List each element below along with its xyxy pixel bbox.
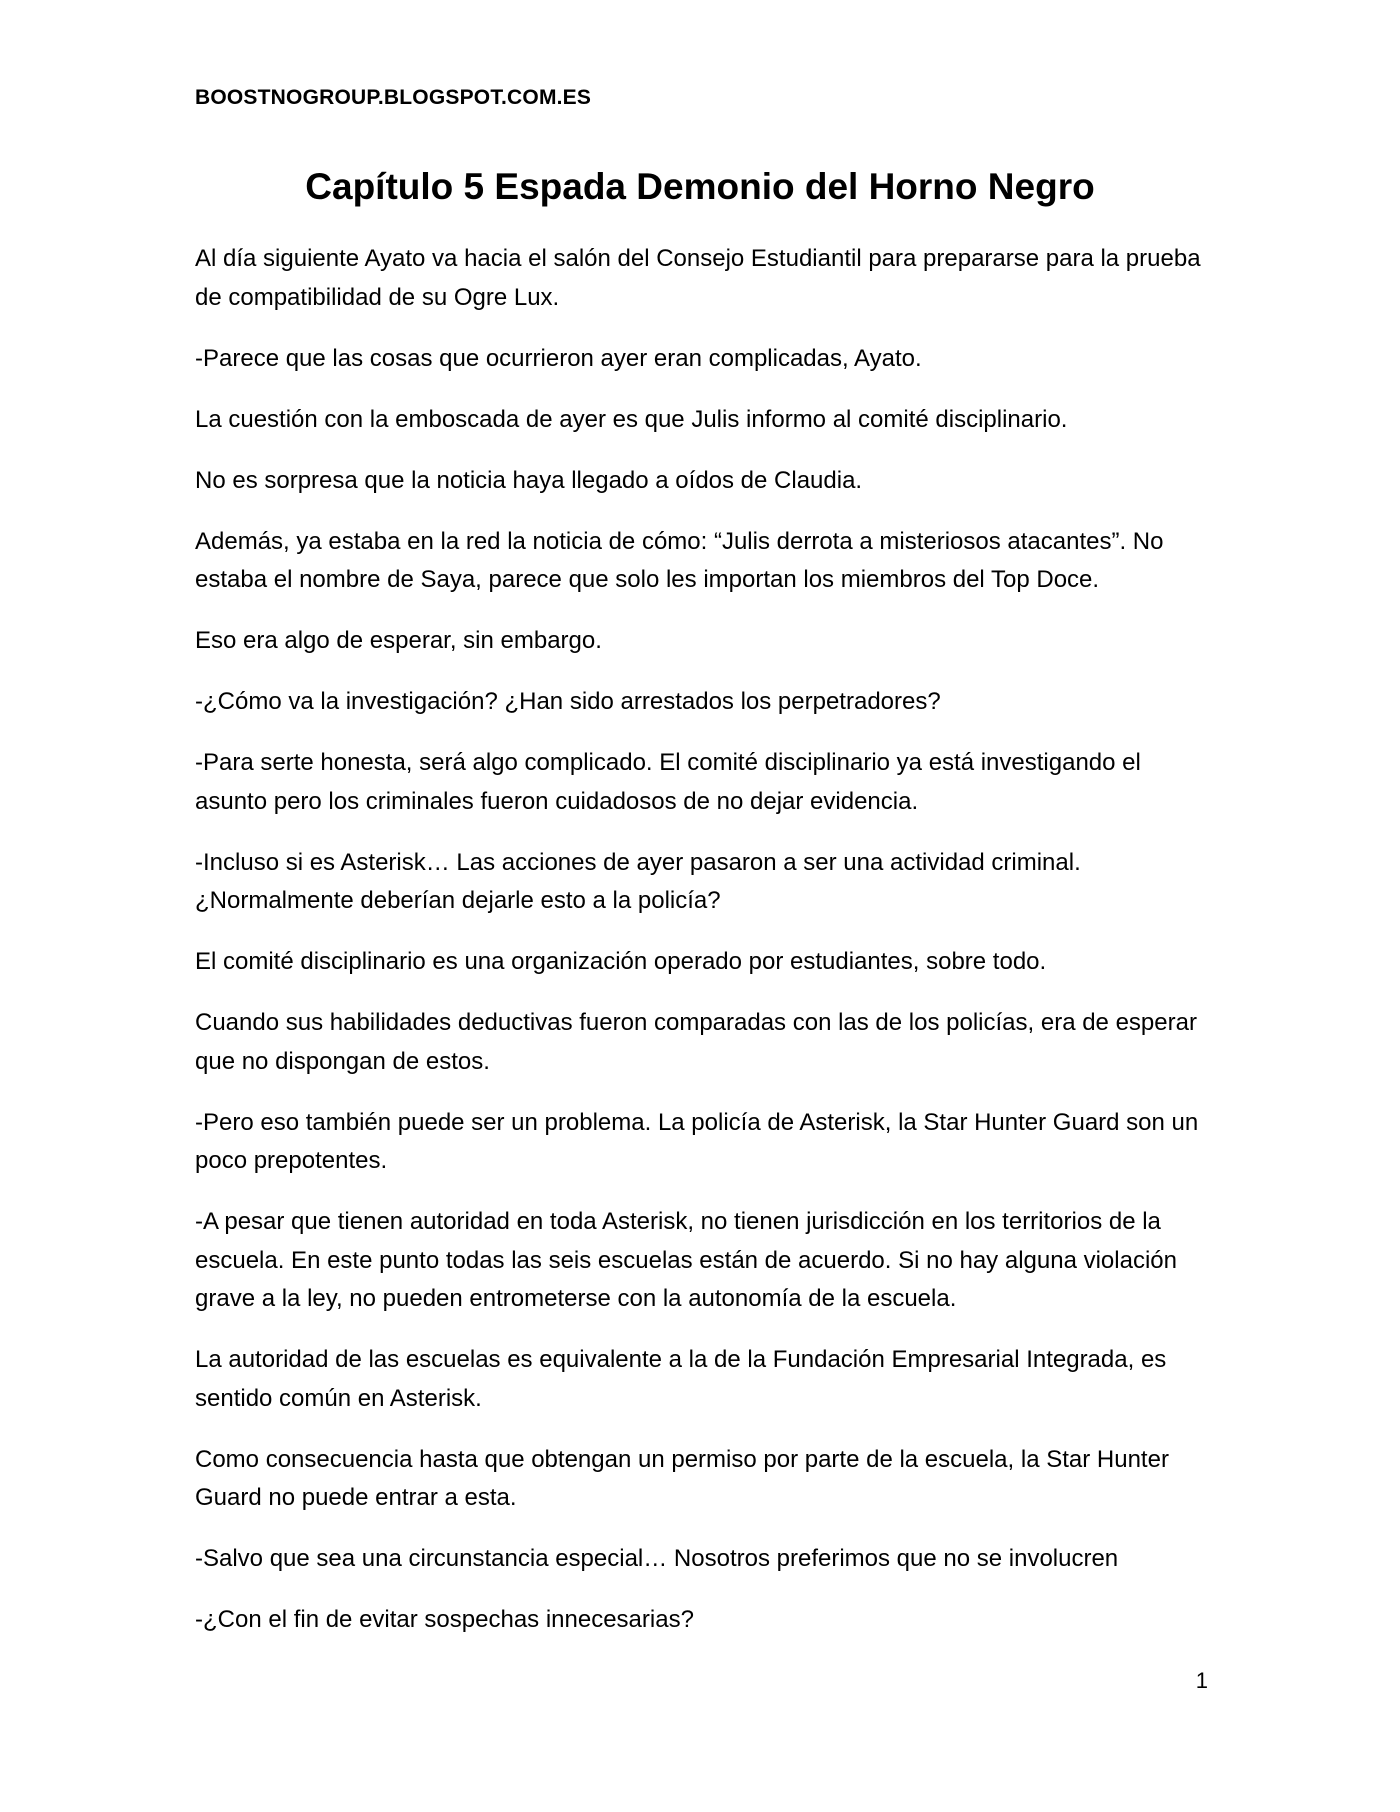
paragraph: El comité disciplinario es una organización operado por estudiantes, sobre todo. [195, 948, 1047, 975]
paragraph: Como consecuencia hasta que obtengan un permiso por parte de la escuela, la Star Hunter Guard no puede entrar a esta. [195, 1445, 1169, 1511]
paragraph: Eso era algo de esperar, sin embargo. [195, 627, 602, 654]
chapter-body [195, 240, 1210, 1662]
paragraph: -Incluso si es Asterisk… Las acciones de ayer pasaron a ser una actividad criminal. ¿Normalmente deberían dejarle esto a la policía? [195, 848, 1081, 914]
paragraph: -Salvo que sea una circunstancia especial… Nosotros preferimos que no se involucren [195, 1545, 1119, 1572]
paragraph: No es sorpresa que la noticia haya llegado a oídos de Claudia. [195, 466, 863, 494]
paragraph: -Pero eso también puede ser un problema. La policía de Asterisk, la Star Hunter Guard son un poco prepotentes. [195, 1108, 1199, 1174]
paragraph: -Para serte honesta, será algo complicado. El comité disciplinario ya está investigando el asunto pero los criminales fueron cuidadosos de no dejar evidencia. [195, 749, 1141, 815]
paragraph: -¿Cómo va la investigación? ¿Han sido arrestados los perpetradores? [195, 688, 941, 715]
page-number: 1 [1195, 1668, 1208, 1693]
paragraph: -A pesar que tienen autoridad en toda Asterisk, no tienen jurisdicción en los territorios de la escuela. En este punto todas las seis escuelas están de acuerdo. Si no hay alguna violación grave a la ley, no pueden entrometerse con la autonomía de la escuela. [195, 1208, 1177, 1312]
paragraph: Cuando sus habilidades deductivas fueron comparadas con las de los policías, era de esperar que no dispongan de estos. [195, 1009, 1197, 1075]
paragraph: Además, ya estaba en la red la noticia de cómo: “Julis derrota a misteriosos atacantes”. No estaba el nombre de Saya, parece que solo les importan los miembros del Top Doce. [195, 527, 1164, 593]
paragraph: La cuestión con la emboscada de ayer es que Julis informo al comité disciplinario. [195, 405, 1068, 433]
chapter-title: Capítulo 5 Espada Demonio del Horno Negro [305, 166, 1095, 207]
paragraph: La autoridad de las escuelas es equivalente a la de la Fundación Empresarial Integrada, es sentido común en Asterisk. [195, 1346, 1167, 1412]
site-header: BOOSTNOGROUP.BLOGSPOT.COM.ES [195, 86, 592, 109]
paragraph: -¿Con el fin de evitar sospechas innecesarias? [195, 1606, 694, 1633]
paragraph: -Parece que las cosas que ocurrieron ayer eran complicadas, Ayato. [195, 344, 922, 372]
paragraph: Al día siguiente Ayato va hacia el salón del Consejo Estudiantil para prepararse para la prueba de compatibilidad de su Ogre Lux. [195, 245, 1201, 311]
